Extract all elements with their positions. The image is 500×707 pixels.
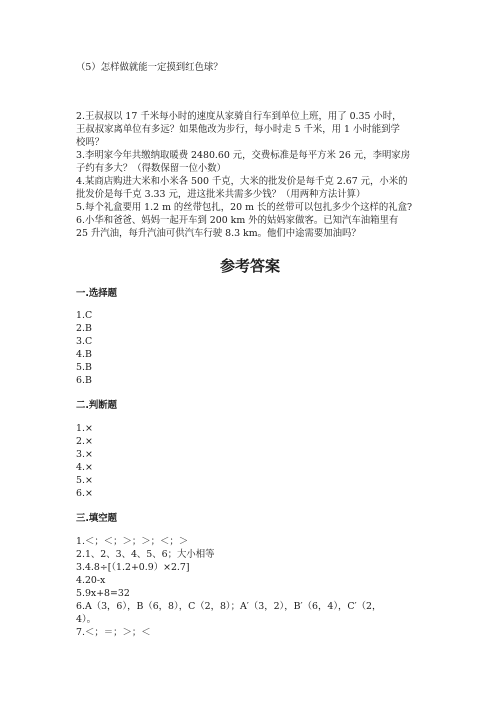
answer-title: 参考答案	[219, 257, 280, 275]
problem-line: 6.小华和爸爸、妈妈一起开车到 200 km 外的姑妈家做客。已知汽车油箱里有	[76, 215, 399, 226]
answer-item: 5.9x+8=32	[76, 588, 130, 599]
answer-item: 4.20-x	[76, 575, 106, 586]
problem-line: 25 升汽油，每升汽油可供汽车行驶 8.3 km。他们中途需要加油吗？	[76, 228, 361, 239]
problem-line: 校吗？	[76, 137, 105, 148]
answer-item: 3.4.8÷[（1.2+0.9）×2.7]	[76, 562, 190, 573]
answer-item: 4.×	[76, 462, 93, 473]
problem-line: 子约有多大？（得数保留一位小数）	[76, 163, 227, 174]
section-heading-choice: 一.选择题	[76, 288, 118, 299]
answer-item: 1.×	[76, 423, 93, 434]
answer-item: 7.＜；＝；＞；＜	[76, 627, 151, 638]
answer-item: 5.×	[76, 475, 93, 486]
answer-item: 6.A（3，6），B（6，8），C（2，8）；A′（3，2），B′（6，4），C′（2，	[76, 601, 382, 612]
answer-item: 1.C	[76, 310, 93, 321]
problem-line: 5.每个礼盒要用 1.2 m 的丝带包扎，20 m 长的丝带可以包扎多少个这样的礼盒?	[76, 202, 412, 213]
problem-line: 3.李明家今年共缴纳取暖费 2480.60 元，交费标准是每平方米 26 元，李明家房	[76, 150, 411, 161]
question-5-sub: （5）怎样做就能一定摸到红色球？	[76, 62, 223, 73]
section-heading-fill: 三.填空题	[76, 513, 118, 524]
problem-line: 2.王叔叔以 17 千米每小时的速度从家骑自行车到单位上班，用了 0.35 小时，	[76, 111, 402, 122]
section-heading-judgment: 二.判断题	[76, 400, 118, 411]
answer-item: 6.×	[76, 488, 93, 499]
problem-line: 王叔叔家离单位有多远？如果他改为步行，每小时走 5 千米，用 1 小时能到学	[76, 124, 400, 135]
problem-line: 4.某商店购进大米和小米各 500 千克，大米的批发价是每千克 2.67 元，小米的	[76, 176, 408, 187]
answer-item: 3.×	[76, 449, 93, 460]
problem-line: 批发价是每千克 3.33 元，进这批米共需多少钱？（用两种方法计算）	[76, 189, 366, 200]
answer-item: 2.×	[76, 436, 93, 447]
answer-item: 6.B	[76, 375, 92, 386]
answer-item: 4.B	[76, 349, 92, 360]
answer-item: 2.B	[76, 323, 92, 334]
answer-item: 3.C	[76, 336, 93, 347]
answer-item: 4）。	[76, 614, 97, 625]
answer-item: 2.1、2、3、4、5、6；大小相等	[76, 549, 215, 560]
answer-item: 5.B	[76, 362, 92, 373]
answer-item: 1.＜；＜；＞；＞；＜；＞	[76, 536, 189, 547]
